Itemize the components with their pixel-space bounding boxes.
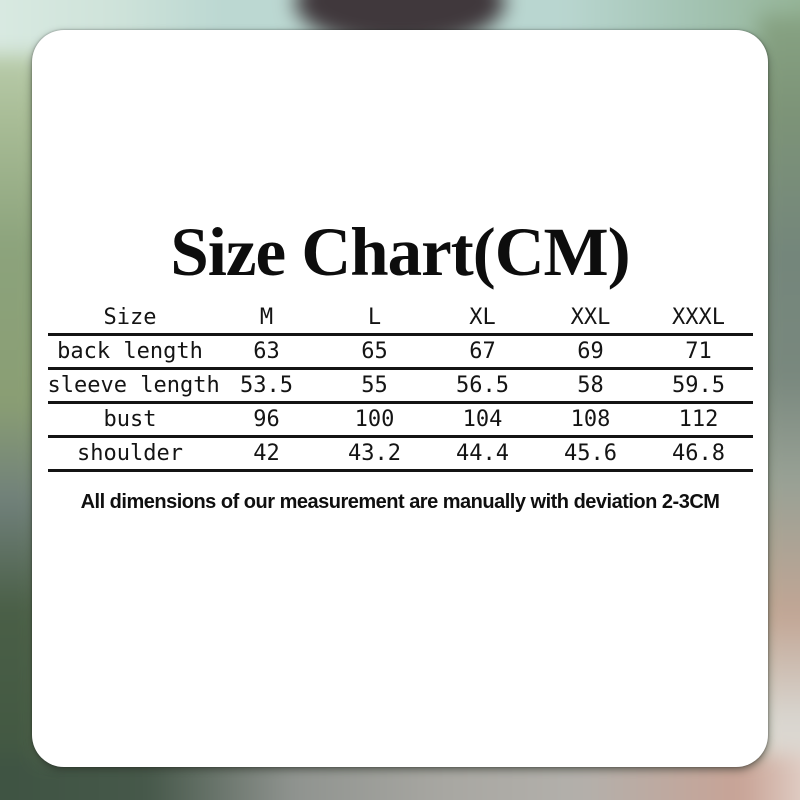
cell: 45.6 <box>537 437 645 471</box>
column-header-xl: XL <box>429 302 537 335</box>
cell: 96 <box>213 403 321 437</box>
page-title: Size Chart(CM) <box>170 214 630 290</box>
cell: 46.8 <box>645 437 753 471</box>
column-header-size: Size <box>48 302 213 335</box>
row-label-bust: bust <box>48 403 213 437</box>
cell: 43.2 <box>321 437 429 471</box>
table-row-sleeve-length <box>48 369 753 403</box>
cell: 108 <box>537 403 645 437</box>
measurement-note: All dimensions of our measurement are manually with deviation 2-3CM <box>80 491 720 513</box>
cell: 63 <box>213 335 321 369</box>
size-chart-card <box>32 30 768 767</box>
cell: 42 <box>213 437 321 471</box>
cell: 56.5 <box>429 369 537 403</box>
cell: 59.5 <box>645 369 753 403</box>
cell: 67 <box>429 335 537 369</box>
cell: 53.5 <box>213 369 321 403</box>
column-header-l: L <box>321 302 429 335</box>
column-header-xxl: XXL <box>537 302 645 335</box>
cell: 55 <box>321 369 429 403</box>
cell: 104 <box>429 403 537 437</box>
table-header-row <box>48 302 753 335</box>
cell: 71 <box>645 335 753 369</box>
cell: 112 <box>645 403 753 437</box>
cell: 100 <box>321 403 429 437</box>
size-chart-table <box>48 302 753 472</box>
table-row-bust <box>48 403 753 437</box>
column-header-m: M <box>213 302 321 335</box>
cell: 69 <box>537 335 645 369</box>
cell: 58 <box>537 369 645 403</box>
table-row-back-length <box>48 335 753 369</box>
row-label-back-length: back length <box>48 335 213 369</box>
cell: 44.4 <box>429 437 537 471</box>
row-label-shoulder: shoulder <box>48 437 213 471</box>
column-header-xxxl: XXXL <box>645 302 753 335</box>
cell: 65 <box>321 335 429 369</box>
row-label-sleeve-length: sleeve length <box>48 369 213 403</box>
table-row-shoulder <box>48 437 753 471</box>
